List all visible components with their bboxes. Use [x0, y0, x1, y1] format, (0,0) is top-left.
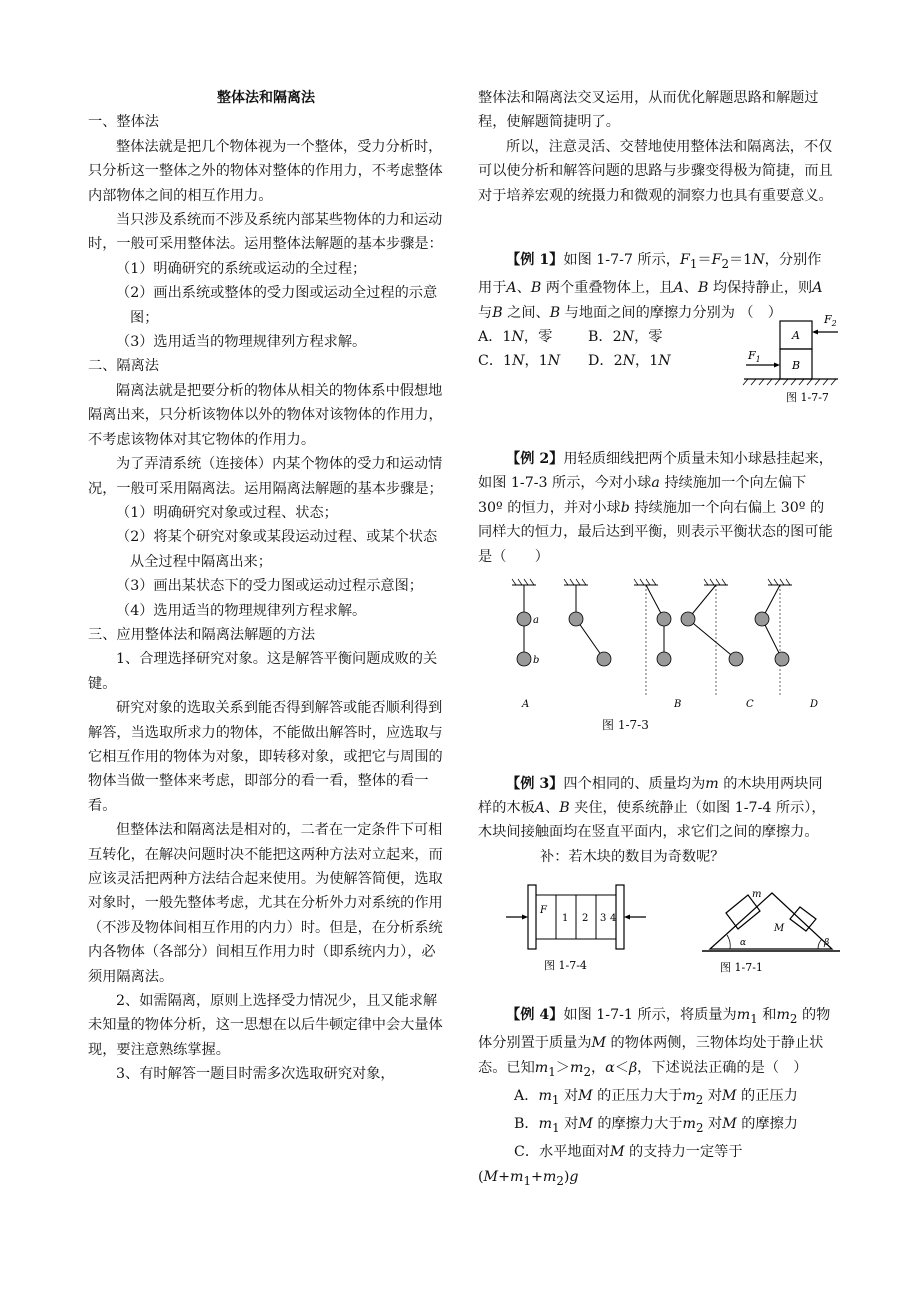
example4-option-a: A．$m_1$ 对M 的正压力大于$m_2$ 对M 的正压力 — [514, 1088, 798, 1107]
svg-text:b: b — [533, 655, 540, 667]
page-title: 整体法和隔离法 — [217, 90, 315, 106]
choice-c-diagram — [634, 579, 671, 695]
section1-heading: 一、整体法 — [88, 114, 159, 131]
svg-text:a: a — [533, 615, 539, 627]
ball-b — [517, 652, 531, 666]
label-a: A — [792, 329, 800, 343]
left-column — [88, 86, 444, 1087]
svg-text:1: 1 — [562, 913, 569, 925]
example4-option-c: C．水平地面对M 的支持力一定等于 — [514, 1144, 743, 1161]
ground-hatch — [743, 379, 836, 385]
section1-step: （3）选用适当的物理规律列方程求解。 — [116, 334, 367, 351]
right-column — [478, 86, 837, 1193]
section2-paragraph: 隔离法就是把要分析的物体从相关的物体系中假想地隔离出来，只分析该物体以外的物体对该物体的作用力，不考虑该物体对其它物体的作用力。 — [88, 382, 443, 448]
option-d: D．2N，1N — [588, 353, 671, 370]
ball-a — [755, 612, 769, 626]
section2-step: （3）画出某状态下的受力图或运动过程示意图； — [116, 578, 423, 595]
label-b: B — [792, 359, 801, 373]
ball-a — [681, 612, 695, 626]
figure-caption: 图 1-7-3 — [602, 718, 649, 733]
continued-paragraph: 整体法和隔离法交叉运用，从而优化解题思路和解题过程，使解题简捷明了。 — [478, 90, 819, 131]
example2-text: 【例 2】用轻质细线把两个质量未知小球悬挂起来，如图 1-7-3 所示，今对小球a 持续施加一个向左偏下 30º 的恒力，并对小球b 持续施加一个向右偏上 30º 的同样大的恒力，最后达到平衡，则表示平衡状态的图可能是（ ） — [478, 451, 833, 565]
example1-options — [478, 325, 698, 374]
example3-extra: 补：若木块的数目为奇数呢？ — [540, 848, 725, 865]
choice-label: B — [674, 699, 682, 711]
section1-paragraph: 当只涉及系统而不涉及系统内部某些物体的力和运动时，一般可采用整体法。运用整体法解题的基本步骤是： — [88, 212, 443, 253]
section3-paragraph: 1、合理选择研究对象。这是解答平衡问题成败的关键。 — [88, 651, 438, 692]
section2-step: （4）选用适当的物理规律列方程求解。 — [116, 602, 367, 619]
section3-heading: 三、应用整体法和隔离法解题的方法 — [88, 626, 316, 643]
section3-paragraph: 2、如需隔离，原则上选择受力情况少，且又能求解未知量的物体分析，这一思想在以后牛顿定律中会大量体现，要注意熟练掌握。 — [88, 993, 443, 1058]
ball-b — [657, 652, 671, 666]
ball-b — [775, 652, 789, 666]
choice-label: C — [746, 699, 754, 711]
example4-option-c-cont: $(M+m_1+m_2)g$ — [478, 1168, 579, 1188]
section3-paragraph: 但整体法和隔离法是相对的，二者在一定条件下可相互转化，在解决问题时决不能把这两种方法对立起来，而应该灵活把两种方法结合起来使用。为使解答简便，选取对象时，一般先整体考虑，尤其在分析外力对系统的作用（不涉及物体间相互作用的内力）时。但是，在分析系统内各物体（各部分）间相互作用力时（即系统内力），必须用隔离法。 — [88, 822, 443, 985]
figure-1-7-7 — [740, 305, 840, 405]
ball-a — [657, 612, 671, 626]
block-m1 — [726, 895, 760, 929]
figure-1-7-3 — [478, 575, 834, 715]
svg-text:M: M — [774, 923, 785, 935]
ball-a — [517, 612, 531, 626]
svg-text:4: 4 — [610, 913, 617, 925]
block-m2 — [790, 907, 816, 931]
option-c: C．1N，1N — [478, 353, 561, 370]
choice-a-diagram — [512, 579, 539, 710]
section2-step: （2）将某个研究对象或某段运动过程、或某个状态从全过程中隔离出来； — [116, 529, 438, 570]
section3-paragraph: 3、有时解答一题目时需多次选取研究对象， — [116, 1066, 395, 1083]
label-f1: $F_1$ — [748, 349, 761, 365]
board-b — [616, 885, 624, 949]
choice-d-diagram — [681, 579, 754, 710]
f1-arrowhead — [774, 363, 780, 368]
svg-text:β: β — [824, 938, 830, 949]
example3-figures — [478, 869, 834, 993]
section1-step: （1）明确研究的系统或运动的全过程； — [116, 260, 367, 277]
board-a — [528, 885, 536, 949]
section2-heading: 二、隔离法 — [88, 358, 159, 375]
label-f2: $F_2$ — [824, 313, 837, 329]
ball-b — [597, 652, 611, 666]
option-b: B．2N，零 — [588, 329, 663, 346]
choice-label: D — [810, 699, 819, 711]
summary-paragraph: 所以，注意灵活、交替地使用整体法和隔离法，不仅可以使分析和解答问题的思路与步骤变得极为简捷，而且对于培养宏观的统摄力和微观的洞察力也具有重要意义。 — [478, 138, 833, 204]
svg-text:m: m — [752, 889, 762, 901]
svg-text:F: F — [540, 905, 547, 917]
example4-option-b: B．$m_1$ 对M 的摩擦力大于$m_2$ 对M 的摩擦力 — [514, 1116, 798, 1136]
section2-step: （1）明确研究对象或过程、状态； — [116, 504, 338, 521]
figure-caption: 图 1-7-1 — [720, 961, 763, 975]
choice-e-diagram — [755, 579, 818, 710]
ball-b — [729, 652, 743, 666]
svg-text:3: 3 — [600, 913, 607, 925]
example1-text: 【例 1】如图 1-7-7 所示，$F_1=F_2=1N$，分别作用于A、B 两个重叠物体上，且A、B 均保持静止，则A 与B 之间、B 与地面之间的摩擦力分别为 （ ） — [478, 252, 823, 321]
choice-label: A — [522, 699, 530, 711]
example4-text: 【例 4】如图 1-7-1 所示，将质量为$m_1$ 和$m_2$ 的物体分别置于质量为M 的物体两侧，三物体均处于静止状态。已知$m_1>m_2$，α＜β，下述说法正确的是（ ） — [478, 1007, 831, 1079]
ball-a — [569, 612, 583, 626]
figure-caption: 图 1-7-4 — [544, 959, 587, 973]
f2-arrowhead — [812, 330, 818, 335]
figure-1-7-4 — [504, 883, 664, 991]
section1-step: （2）画出系统或整体的受力图或运动全过程的示意图； — [116, 285, 438, 326]
example1-options-area — [478, 313, 837, 405]
section1-paragraph: 整体法就是把几个物体视为一个整体，受力分析时，只分析这一整体之外的物体对整体的作用力，不考虑整体内部物体之间的相互作用力。 — [88, 138, 443, 204]
example3-text: 【例 3】四个相同的、质量均为m 的木块用两块同样的木板A、B 夹住，使系统静止（如图 1-7-4 所示），木块间接触面均在竖直平面内，求它们之间的摩擦力。 — [478, 775, 826, 841]
section3-paragraph: 研究对象的选取关系到能否得到解答或能否顺利得到解答，当选取所求力的物体，不能做出解答时，应选取与它相互作用的物体为对象，即转移对象，或把它与周围的物体当做一整体来考虑，即部分的看一看，整体的看一看。 — [88, 700, 443, 814]
option-a: A．1N，零 — [478, 329, 553, 346]
section2-paragraph: 为了弄清系统（连接体）内某个物体的受力和运动情况，一般可采用隔离法。运用隔离法解题的基本步骤是； — [88, 456, 443, 497]
svg-text:α: α — [740, 938, 747, 949]
figure-caption: 图 1-7-7 — [786, 391, 829, 405]
figure-1-7-1 — [696, 873, 846, 991]
svg-text:2: 2 — [582, 913, 589, 925]
